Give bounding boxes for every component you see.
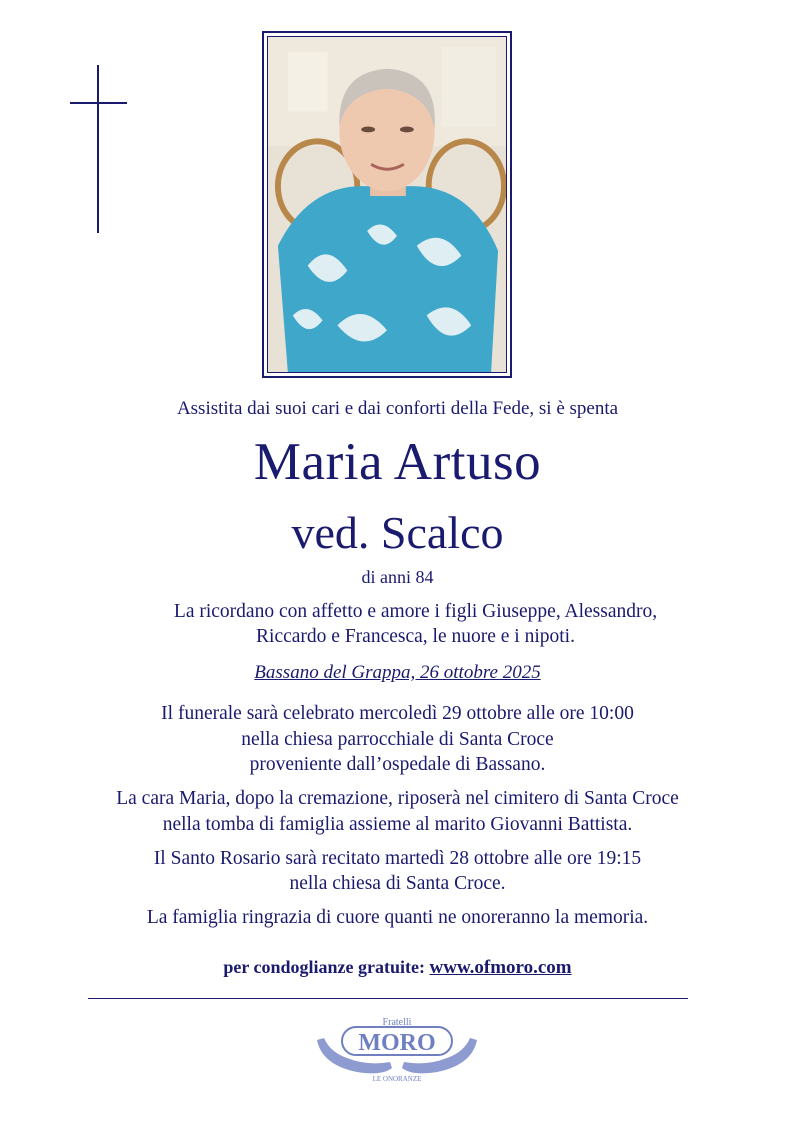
deceased-married-name: ved. Scalco (291, 507, 504, 558)
funeral-line-1: Il funerale sarà celebrato mercoledì 29 ottobre alle ore 10:00 (161, 703, 634, 724)
deceased-name: Maria Artuso (253, 433, 542, 491)
divider (88, 998, 688, 999)
portrait-photo (267, 36, 507, 373)
intro-text: Assistita dai suoi cari e dai conforti della Fede, si è spenta (176, 398, 619, 419)
funeral-home-logo (312, 1010, 482, 1090)
cremation-line-1: La cara Maria, dopo la cremazione, riposerà nel cimitero di Santa Croce (116, 788, 679, 809)
place-date (0, 662, 795, 684)
remembrance-line-2: Riccardo e Francesca, le nuore e i nipoti. (256, 626, 575, 647)
thanks-text: La famiglia ringrazia di cuore quanti ne onoreranno la memoria. (146, 907, 649, 928)
rosary-line-2: nella chiesa di Santa Croce. (289, 873, 506, 894)
rosary-line-1: Il Santo Rosario sarà recitato martedì 28 ottobre alle ore 19:15 (153, 848, 642, 869)
remembrance-line-1: La ricordano con affetto e amore i figli Giuseppe, Alessandro, (173, 601, 658, 622)
cremation-line-2: nella tomba di famiglia assieme al marito Giovanni Battista. (162, 814, 633, 835)
cross-icon-bar (70, 102, 127, 104)
portrait-frame (262, 31, 512, 378)
logo-top-text: Fratelli (382, 1017, 412, 1028)
age-text: di anni 84 (361, 567, 434, 587)
funeral-line-2: nella chiesa parrocchiale di Santa Croce (241, 729, 554, 750)
logo-bottom-text: LE ONORANZE (372, 1075, 422, 1083)
condolences-label: per condoglianze gratuite: (223, 957, 425, 977)
condolences-link[interactable]: www.ofmoro.com (429, 957, 572, 978)
logo-main-text: MORO (358, 1030, 436, 1056)
funeral-line-3: proveniente dall’ospedale di Bassano. (249, 754, 546, 775)
place-date-text: Bassano del Grappa, 26 ottobre 2025 (254, 662, 541, 683)
cross-icon (97, 65, 99, 233)
condolences-line (0, 957, 795, 979)
